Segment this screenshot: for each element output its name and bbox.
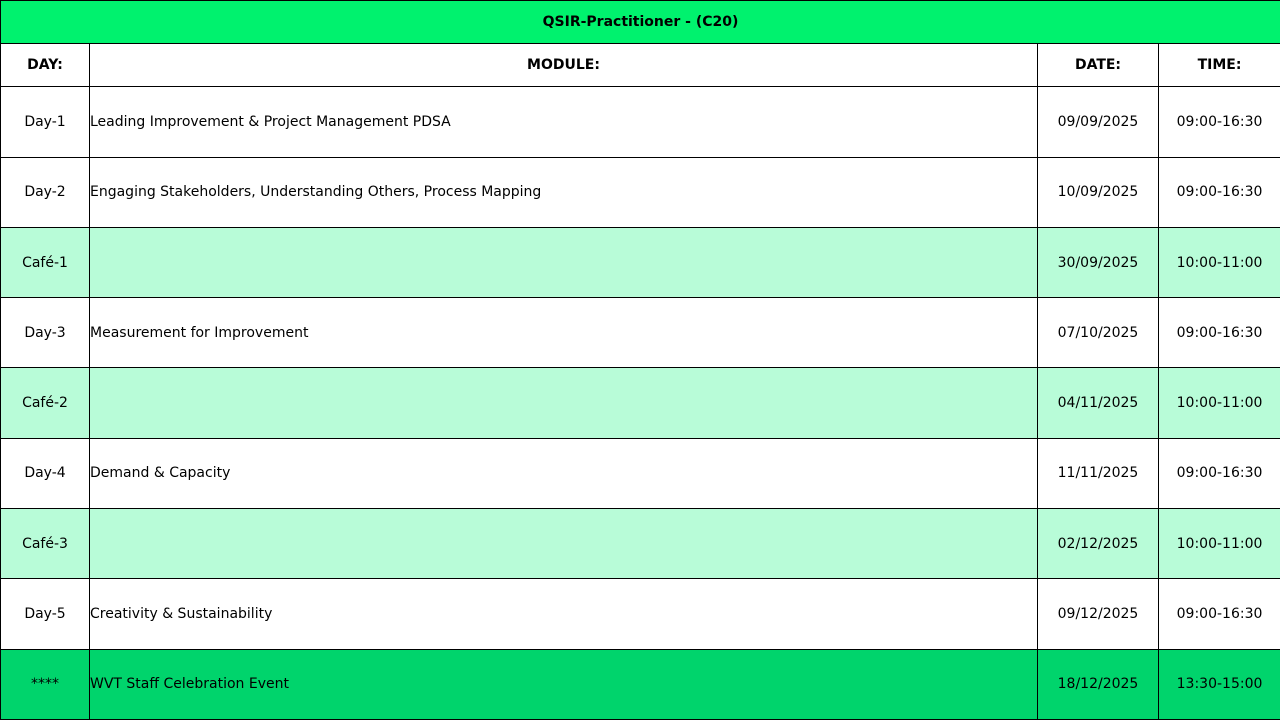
date-cell: 09/09/2025 [1038,87,1159,157]
time-cell: 09:00-16:30 [1159,87,1280,157]
day-cell: Day-5 [1,579,90,649]
day-cell: Day-2 [1,157,90,227]
module-cell [90,509,1038,579]
module-cell: Leading Improvement & Project Management PDSA [90,87,1038,157]
module-cell [90,227,1038,297]
header-module: MODULE: [90,44,1038,87]
time-cell: 09:00-16:30 [1159,298,1280,368]
time-cell: 09:00-16:30 [1159,438,1280,508]
day-cell: Day-4 [1,438,90,508]
header-date: DATE: [1038,44,1159,87]
date-cell: 10/09/2025 [1038,157,1159,227]
date-cell: 09/12/2025 [1038,579,1159,649]
title-row [1,1,1280,44]
header-time: TIME: [1159,44,1280,87]
table-row [1,649,1280,719]
table-row [1,368,1280,438]
day-cell: Café-3 [1,509,90,579]
module-cell [90,368,1038,438]
table-row [1,509,1280,579]
date-cell: 30/09/2025 [1038,227,1159,297]
module-cell: Measurement for Improvement [90,298,1038,368]
table-row [1,438,1280,508]
time-cell: 10:00-11:00 [1159,509,1280,579]
day-cell: **** [1,649,90,719]
table-row [1,157,1280,227]
module-cell: Engaging Stakeholders, Understanding Others, Process Mapping [90,157,1038,227]
date-cell: 07/10/2025 [1038,298,1159,368]
day-cell: Café-1 [1,227,90,297]
header-day: DAY: [1,44,90,87]
time-cell: 10:00-11:00 [1159,368,1280,438]
table-row [1,227,1280,297]
table-row [1,298,1280,368]
time-cell: 13:30-15:00 [1159,649,1280,719]
day-cell: Day-3 [1,298,90,368]
time-cell: 10:00-11:00 [1159,227,1280,297]
time-cell: 09:00-16:30 [1159,579,1280,649]
day-cell: Day-1 [1,87,90,157]
module-cell: Creativity & Sustainability [90,579,1038,649]
module-cell: WVT Staff Celebration Event [90,649,1038,719]
module-cell: Demand & Capacity [90,438,1038,508]
table-title: QSIR-Practitioner - (C20) [1,1,1280,44]
header-row [1,44,1280,87]
date-cell: 02/12/2025 [1038,509,1159,579]
date-cell: 11/11/2025 [1038,438,1159,508]
date-cell: 04/11/2025 [1038,368,1159,438]
table-row [1,87,1280,157]
day-cell: Café-2 [1,368,90,438]
table-row [1,579,1280,649]
date-cell: 18/12/2025 [1038,649,1159,719]
time-cell: 09:00-16:30 [1159,157,1280,227]
